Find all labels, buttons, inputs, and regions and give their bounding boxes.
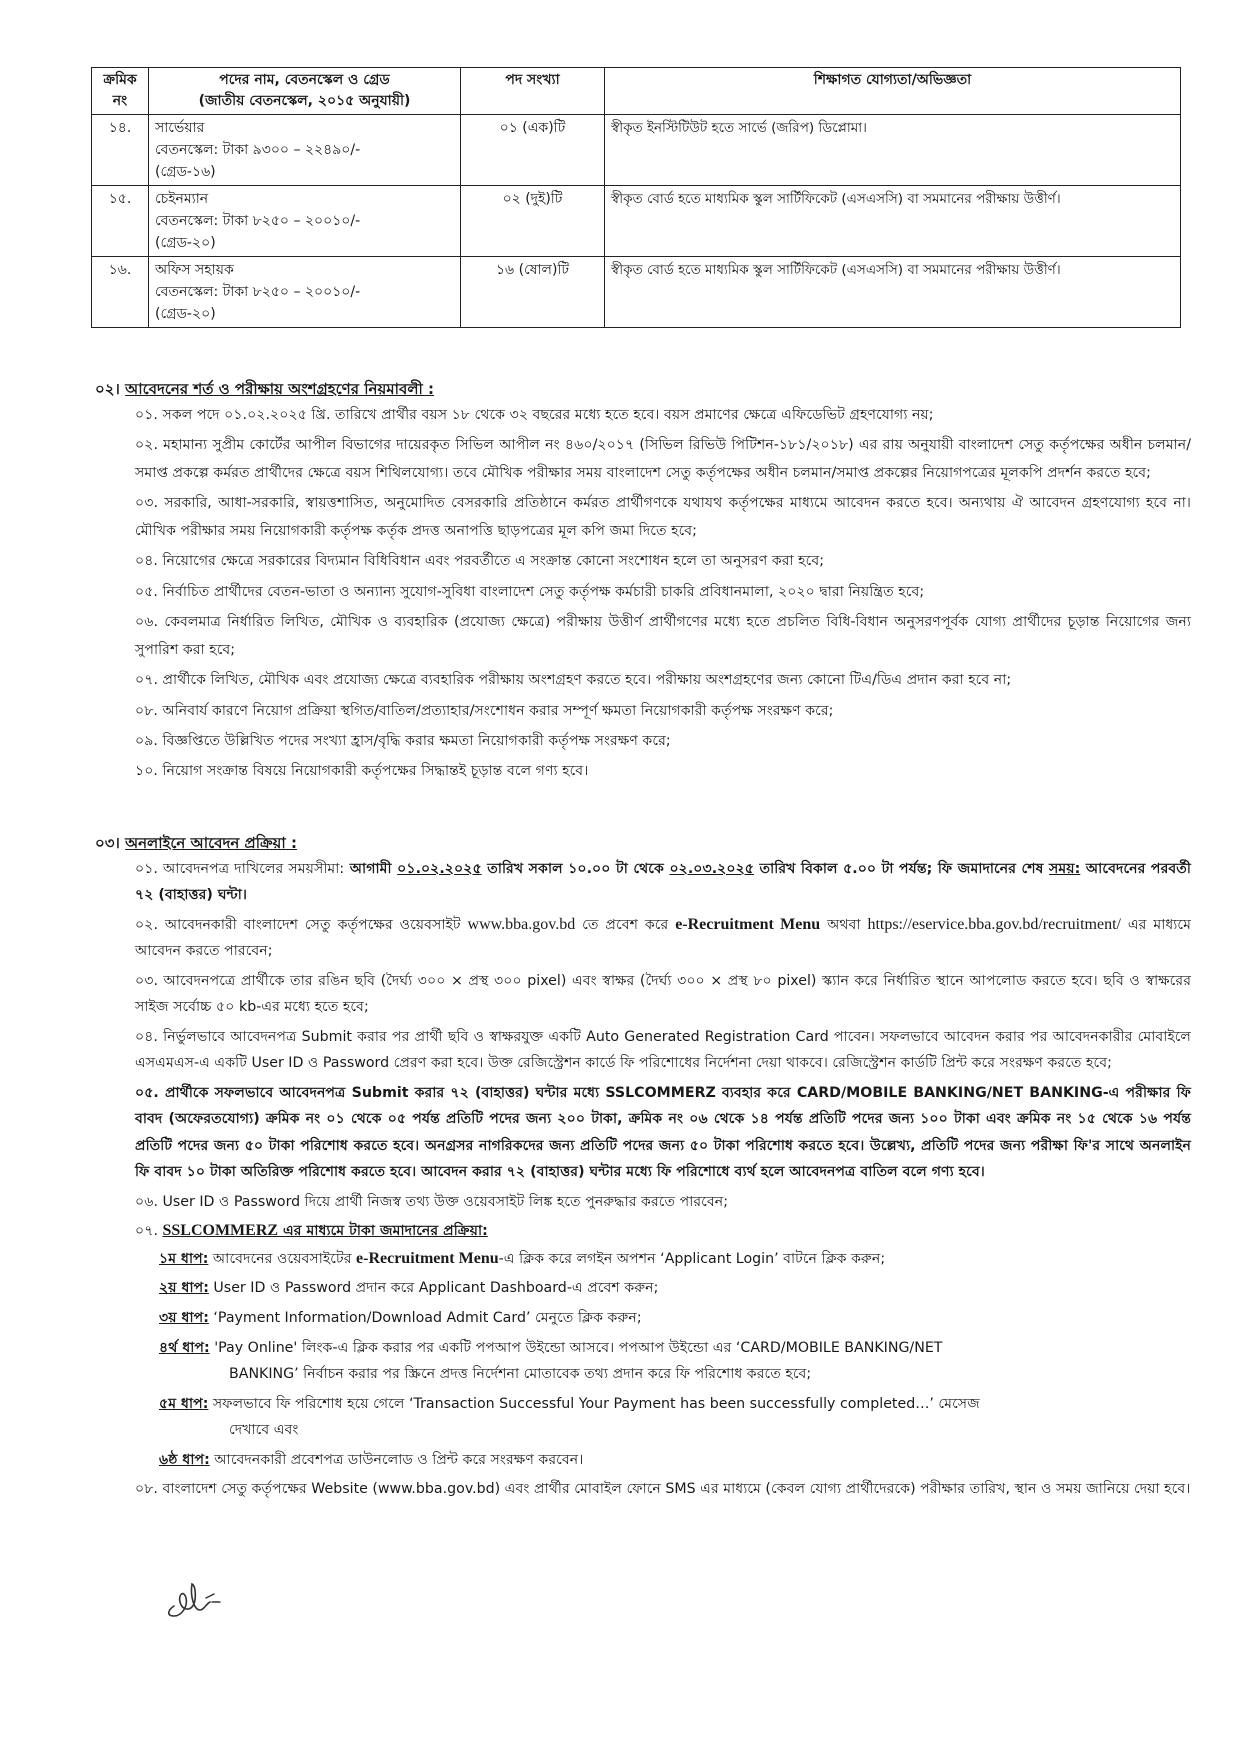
section-3-body <box>135 856 1191 1506</box>
row-post: সার্ভেয়ার বেতনস্কেল: টাকা ৯৩০০ – ২২৪৯০/- (গ্রেড-১৬) <box>149 115 461 186</box>
posts-table <box>91 67 1181 328</box>
payment-step: ৪র্থ ধাপ: 'Pay Online' লিংক-এ ক্লিক করার পর একটি পপআপ উইন্ডো আসবে। পপআপ উইন্ডো এর ‘CARD/MOBILE BANKING/NET BANKING’ নির্বাচন করার পর স্ক্রিনে প্রদত্ত নির্দেশনা মোতাবেক তথ্য প্রদান করে ফি পরিশোধ করতে হবে; <box>159 1339 943 1382</box>
row-post: অফিস সহায়ক বেতনস্কেল: টাকা ৮২৫০ – ২০০১০/- (গ্রেড-২০) <box>149 257 461 328</box>
payment-step: ১ম ধাপ: আবেদনের ওয়েবসাইটের e-Recruitment Menu-এ ক্লিক করে লগইন অপশন ‘Applicant Login’ বাটনে ক্লিক করুন; <box>159 1249 886 1267</box>
payment-step: ২য় ধাপ: User ID ও Password প্রদান করে Applicant Dashboard-এ প্রবেশ করুন; <box>159 1280 659 1297</box>
payment-step: ৫ম ধাপ: সফলভাবে ফি পরিশোধ হয়ে গেলে ‘Transaction Successful Your Payment has been successfully completed…’ মেসেজ দেখাবে এবং <box>159 1395 980 1438</box>
row-qualification: স্বীকৃত বোর্ড হতে মাধ্যমিক স্কুল সার্টিফিকেট (এসএসসি) বা সমমানের পরীক্ষায় উত্তীর্ণ। <box>605 186 1181 257</box>
registration-card-rule: ০৪. নির্ভুলভাবে আবেদনপত্র Submit করার পর প্রার্থী ছবি ও স্বাক্ষরযুক্ত একটি Auto Generated Registration Card পাবেন। সফলভাবে আবেদন করার পর আবেদনকারীর মোবাইলে এসএমএস-এ একটি User ID ও Password প্রেরণ করা হবে। উক্ত রেজিস্ট্রেশন কার্ডে ফি পরিশোধের নির্দেশনা দেয়া থাকবে। রেজিস্ট্রেশন কার্ডটি প্রিন্ট করে সংরক্ষণ করতে হবে; <box>135 1029 1191 1072</box>
condition-item: ০৯. বিজ্ঞপ্তিতে উল্লিখিত পদের সংখ্যা হ্রাস/বৃদ্ধি করার ক্ষমতা নিয়োগকারী কর্তৃপক্ষ সংরক্ষণ করে; <box>135 732 671 749</box>
table-row <box>92 257 1181 328</box>
table-header-row <box>92 68 1181 115</box>
row-serial: ১৪. <box>92 115 149 186</box>
recruitment-link[interactable]: https://eservice.bba.gov.bd/recruitment/ <box>867 916 1121 933</box>
header-qualification: শিক্ষাগত যোগ্যতা/অভিজ্ঞতা <box>605 68 1181 115</box>
condition-item: ০২. মহামান্য সুপ্রীম কোর্টের আপীল বিভাগের দায়েরকৃত সিভিল আপীল নং ৪৬০/২০১৭ (সিভিল রিভিউ পিটিশন-১৮১/২০১৮) এর রায় অনুযায়ী বাংলাদেশ সেতু কর্তৃপক্ষের অধীন চলমান/সমাপ্ত প্রকল্পে কর্মরত প্রার্থীদের ক্ষেত্রে বয়স শিথিলযোগ্য। তবে মৌখিক পরীক্ষার সময় বাংলাদেশ সেতু কর্তৃপক্ষের অধীন চলমান/সমাপ্ত প্রকল্পের নিয়োগপত্রের মূলকপি প্রদর্শন করতে হবে; <box>135 437 1191 481</box>
row-serial: ১৫. <box>92 186 149 257</box>
condition-item: ০৩. সরকারি, আধা-সরকারি, স্বায়ত্তশাসিত, অনুমোদিত বেসরকারি প্রতিষ্ঠানে কর্মরত প্রার্থীগণকে যথাযথ কর্তৃপক্ষের মাধ্যমে আবেদন করতে হবে। অন্যথায় ঐ আবেদন গ্রহণযোগ্য হবে না। মৌখিক পরীক্ষার সময় নিয়োগকারী কর্তৃপক্ষ কর্তৃক প্রদত্ত অনাপত্তি ছাড়পত্রের মূল কপি জমা দিতে হবে; <box>135 495 1191 539</box>
section-2-heading: ০২। আবেদনের শর্ত ও পরীক্ষায় অংশগ্রহণের নিয়মাবলী : <box>95 380 435 398</box>
payment-step: ৬ষ্ঠ ধাপ: আবেদনকারী প্রবেশপত্র ডাউনলোড ও প্রিন্ট করে সংরক্ষণ করবেন। <box>159 1451 584 1468</box>
fee-payment-rule: ০৫. প্রার্থীকে সফলভাবে আবেদনপত্র Submit করার ৭২ (বাহাত্তর) ঘন্টার মধ্যে SSLCOMMERZ ব্যবহার করে CARD/MOBILE BANKING/NET BANKING-এ পরীক্ষার ফি বাবদ (অফেরতযোগ্য) ক্রমিক নং ০১ থেকে ০৫ পর্যন্ত প্রতিটি পদের জন্য ২০০ টাকা, ক্রমিক নং ০৬ থেকে ১৪ পর্যন্ত প্রতিটি পদের জন্য ১০০ টাকা এবং ক্রমিক নং ১৫ থেকে ১৬ পর্যন্ত প্রতিটি পদের জন্য ৫০ টাকা পরিশোধ করতে হবে। অনগ্রসর নাগরিকদের জন্য প্রতিটি পদের জন্য ৫০ টাকা পরিশোধ করতে হবে। উল্লেখ্য, প্রতিটি পদের জন্য পরীক্ষা ফি'র সাথে অনলাইন ফি বাবদ ১০ টাকা অতিরিক্ত পরিশোধ করতে হবে। আবেদন করার ৭২ (বাহাত্তর) ঘন্টার মধ্যে ফি পরিশোধে ব্যর্থ হলে আবেদনপত্র বাতিল বলে গণ্য হবে। <box>135 1085 1191 1181</box>
application-deadline: ০১. আবেদনপত্র দাখিলের সময়সীমা: আগামী ০১.০২.২০২৫ তারিখ সকাল ১০.০০ টা থেকে ০২.০৩.২০২৫ তারিখ বিকাল ৫.০০ টা পর্যন্ত; ফি জমাদানের শেষ সময়: আবেদনের পরবর্তী ৭২ (বাহাত্তর) ঘন্টা। <box>135 861 1191 904</box>
password-recovery-rule: ০৬. User ID ও Password দিয়ে প্রার্থী নিজস্ব তথ্য উক্ত ওয়েবসাইট লিঙ্ক হতে পুনরুদ্ধার করতে পারবেন; <box>135 1193 728 1210</box>
exam-notification-rule: ০৮. বাংলাদেশ সেতু কর্তৃপক্ষের Website (www.bba.gov.bd) এবং প্রার্থীর মোবাইল ফোনে SMS এর মাধ্যমে (কেবল যোগ্য প্রার্থীদেরকে) পরীক্ষার তারিখ, স্থান ও সময় জানিয়ে দেয়া হবে। <box>135 1481 1191 1498</box>
website-link[interactable]: www.bba.gov.bd <box>467 916 576 933</box>
table-row <box>92 186 1181 257</box>
condition-item: ১০. নিয়োগ সংক্রান্ত বিষয়ে নিয়োগকারী কর্তৃপক্ষের সিদ্ধান্তই চূড়ান্ত বলে গণ্য হবে। <box>135 763 589 780</box>
table-row <box>92 115 1181 186</box>
row-serial: ১৬. <box>92 257 149 328</box>
section-2-body <box>135 402 1191 789</box>
condition-item: ০১. সকল পদে ০১.০২.২০২৫ খ্রি. তারিখে প্রার্থীর বয়স ১৮ থেকে ৩২ বছরের মধ্যে হতে হবে। বয়স প্রমাণের ক্ষেত্রে এফিডেভিট গ্রহণযোগ্য নয়; <box>135 407 934 423</box>
signature-mark <box>160 1576 240 1620</box>
header-count: পদ সংখ্যা <box>461 68 605 115</box>
row-qualification: স্বীকৃত ইনস্টিটিউট হতে সার্ভে (জরিপ) ডিপ্লোমা। <box>605 115 1181 186</box>
condition-item: ০৬. কেবলমাত্র নির্ধারিত লিখিত, মৌখিক ও ব্যবহারিক (প্রযোজ্য ক্ষেত্রে) পরীক্ষায় উত্তীর্ণ প্রার্থীগণের মধ্যে হতে প্রচলিত বিধি-বিধান অনুসরণপূর্বক যোগ্য প্রার্থীদের চূড়ান্ত নিয়োগের জন্য সুপারিশ করা হবে; <box>135 614 1191 658</box>
apply-website: ০২. আবেদনকারী বাংলাদেশ সেতু কর্তৃপক্ষের ওয়েবসাইট www.bba.gov.bd তে প্রবেশ করে e-Recruitment Menu অথবা https://eservice.bba.gov.bd/recruitment/ এর মাধ্যমে আবেদন করতে পারবেন; <box>135 916 1191 960</box>
section-3-heading: ০৩। অনলাইনে আবেদন প্রক্রিয়া : <box>95 834 297 852</box>
row-qualification: স্বীকৃত বোর্ড হতে মাধ্যমিক স্কুল সার্টিফিকেট (এসএসসি) বা সমমানের পরীক্ষায় উত্তীর্ণ। <box>605 257 1181 328</box>
row-count: ০১ (এক)টি <box>461 115 605 186</box>
payment-step: ৩য় ধাপ: ‘Payment Information/Download Admit Card’ মেনুতে ক্লিক করুন; <box>159 1310 642 1326</box>
header-serial: ক্রমিক নং <box>92 68 149 115</box>
row-count: ০২ (দুই)টি <box>461 186 605 257</box>
condition-item: ০৮. অনিবার্য কারণে নিয়োগ প্রক্রিয়া স্থগিত/বাতিল/প্রত্যাহার/সংশোধন করার সম্পূর্ণ ক্ষমতা নিয়োগকারী কর্তৃপক্ষ সংরক্ষণ করে; <box>135 702 834 719</box>
row-count: ১৬ (ষোল)টি <box>461 257 605 328</box>
condition-item: ০৪. নিয়োগের ক্ষেত্রে সরকারের বিদ্যমান বিধিবিধান এবং পরবর্তীতে এ সংক্রান্ত কোনো সংশোধন হলে তা অনুসরণ করা হবে; <box>135 553 825 570</box>
photo-upload-rule: ০৩. আবেদনপত্রে প্রার্থীকে তার রঙিন ছবি (দৈর্ঘ্য ৩০০ × প্রস্থ ৩০০ pixel) এবং স্বাক্ষর (দৈর্ঘ্য ৩০০ × প্রস্থ ৮০ pixel) স্ক্যান করে নির্ধারিত স্থানে আপলোড করতে হবে। ছবি ও স্বাক্ষরের সাইজ সর্বোচ্চ ৫০ kb-এর মধ্যে হতে হবে; <box>135 973 1191 1016</box>
sslcommerz-process: ০৭. SSLCOMMERZ এর মাধ্যমে টাকা জমাদানের প্রক্রিয়া: <box>135 1222 488 1240</box>
header-post: পদের নাম, বেতনস্কেল ও গ্রেড (জাতীয় বেতনস্কেল, ২০১৫ অনুযায়ী) <box>149 68 461 115</box>
condition-item: ০৭. প্রার্থীকে লিখিত, মৌখিক এবং প্রযোজ্য ক্ষেত্রে ব্যবহারিক পরীক্ষায় অংশগ্রহণ করতে হবে। পরীক্ষায় অংশগ্রহণের জন্য কোনো টিএ/ডিএ প্রদান করা হবে না; <box>135 672 1012 689</box>
row-post: চেইনম্যান বেতনস্কেল: টাকা ৮২৫০ – ২০০১০/- (গ্রেড-২০) <box>149 186 461 257</box>
condition-item: ০৫. নির্বাচিত প্রার্থীদের বেতন-ভাতা ও অন্যান্য সুযোগ-সুবিধা বাংলাদেশ সেতু কর্তৃপক্ষ কর্মচারী চাকরি প্রবিধানমালা, ২০২০ দ্বারা নিয়ন্ত্রিত হবে; <box>135 583 925 600</box>
